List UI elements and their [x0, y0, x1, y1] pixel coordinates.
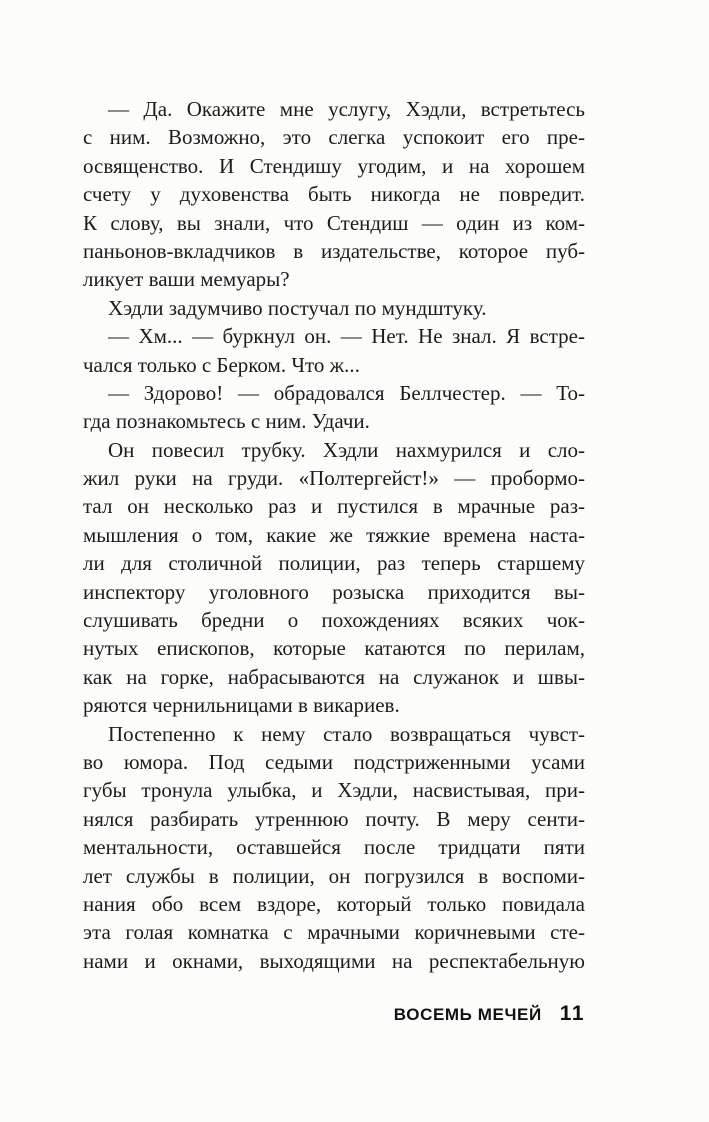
- text-line: — Хм... — буркнул он. — Нет. Не знал. Я встре-: [108, 324, 585, 349]
- text-line: губы тронула улыбка, и Хэдли, насвистывая, при-: [83, 778, 585, 803]
- text-line: нания обо всем вздоре, который только повидала: [83, 891, 585, 916]
- text-line: во юмора. Под седыми подстриженными усами: [83, 749, 585, 774]
- text-line: инспектору уголовного розыска приходится вы-: [83, 579, 585, 604]
- text-line: ряются чернильницами в викариев.: [83, 693, 400, 718]
- text-line: — Здорово! — обрадовался Беллчестер. — То-: [108, 380, 585, 405]
- text-line: Хэдли задумчиво постучал по мундштуку.: [108, 295, 487, 320]
- text-line: паньонов-вкладчиков в издательстве, которое пуб-: [83, 238, 585, 263]
- text-line: нялся разбирать утреннюю почту. В меру сенти-: [83, 806, 585, 831]
- text-line: с ним. Возможно, это слегка успокоит его пре-: [83, 125, 585, 150]
- text-line: — Да. Окажите мне услугу, Хэдли, встретьтесь: [108, 97, 585, 121]
- text-line: мышления о том, какие же тяжкие времена наста-: [83, 522, 585, 547]
- text-line: чался только с Берком. Что ж...: [83, 352, 360, 377]
- text-line: ли для столичной полиции, раз теперь старшему: [83, 551, 585, 576]
- text-line: лет службы в полиции, он погрузился в воспоми-: [83, 863, 585, 888]
- text-line: Постепенно к нему стало возвращаться чувст-: [108, 721, 585, 746]
- text-line: как на горке, набрасываются на служанок и швы-: [83, 664, 585, 689]
- text-line: нами и окнами, выходящими на респектабельную: [83, 948, 585, 973]
- text-line: К слову, вы знали, что Стендиш — один из ком-: [83, 210, 585, 235]
- text-line: ликует ваши мемуары?: [83, 267, 290, 292]
- text-line: освященство. И Стендишу угодим, и на хорошем: [83, 153, 585, 178]
- text-line: нутых епископов, которые катаются по перилам,: [83, 636, 585, 661]
- page-number: 11: [559, 1002, 585, 1025]
- page-footer: [394, 1002, 585, 1026]
- text-line: Он повесил трубку. Хэдли нахмурился и сло-: [108, 437, 585, 462]
- text-line: ментальности, оставшейся после тридцати пяти: [83, 835, 585, 860]
- running-title: ВОСЕМЬ МЕЧЕЙ: [393, 1005, 542, 1024]
- text-line: эта голая комнатка с мрачными коричневыми сте-: [83, 920, 585, 945]
- page-text-block: [83, 95, 585, 975]
- text-line: жил руки на груди. «Полтергейст!» — пробормо-: [83, 466, 585, 491]
- text-line: слушивать бредни о похождениях всяких чок-: [83, 608, 585, 633]
- text-line: гда познакомьтесь с ним. Удачи.: [83, 409, 370, 434]
- text-line: счету у духовенства быть никогда не повредит.: [83, 182, 585, 207]
- text-line: тал он несколько раз и пустился в мрачные раз-: [83, 494, 585, 519]
